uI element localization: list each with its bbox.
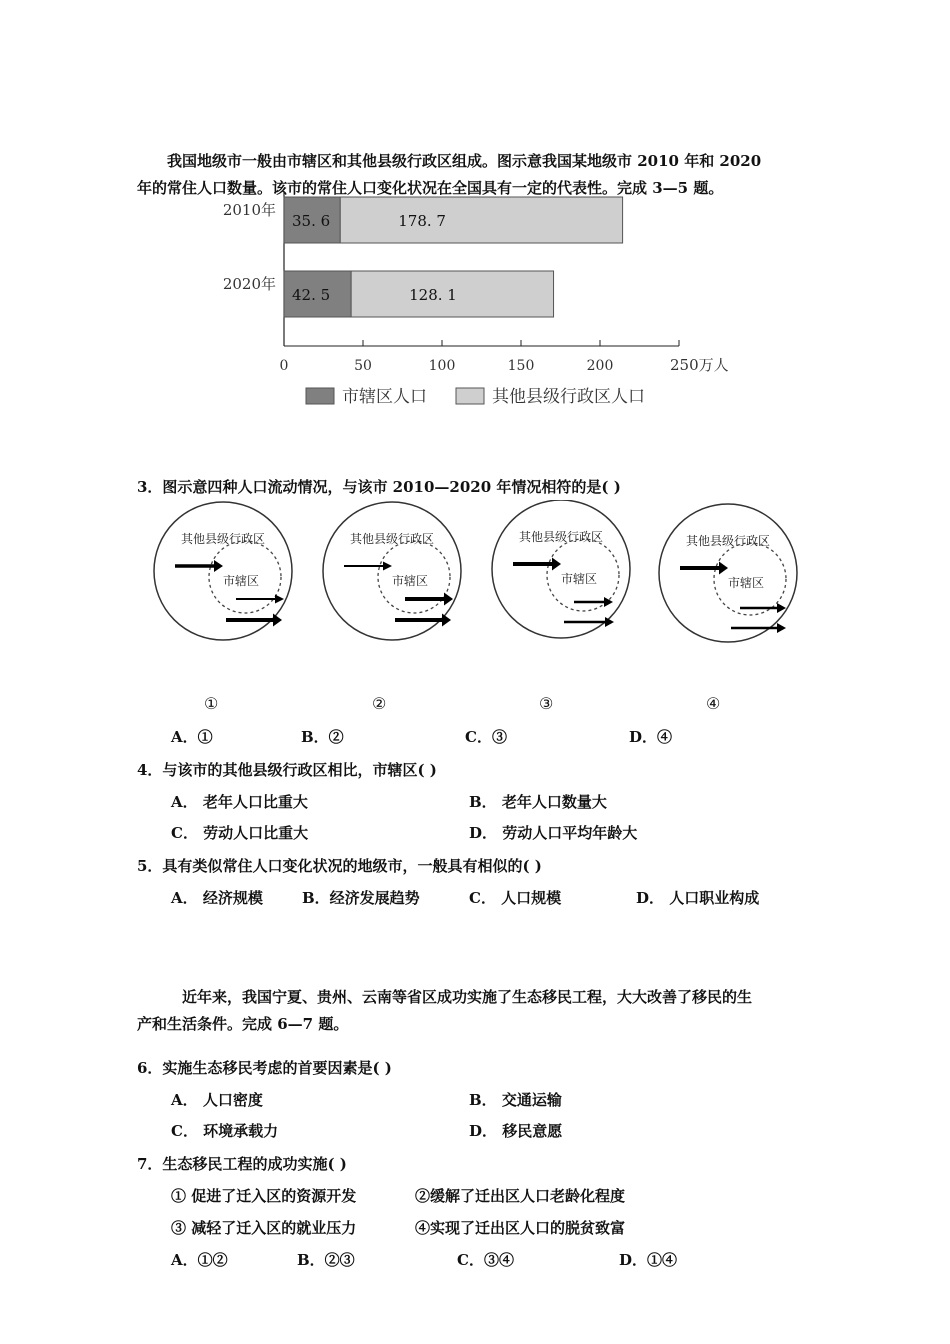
diagram-number-3: ③ [539, 694, 554, 713]
q4-option-c[interactable]: C． 劳动人口比重大 [171, 824, 309, 842]
q7-statement-2: ②缓解了迁出区人口老龄化程度 [415, 1187, 626, 1205]
q5-option-c[interactable]: C． 人口规模 [469, 889, 562, 907]
intro-paragraph-1-line-2: 年的常住人口数量。该市的常住人口变化状况在全国具有一定的代表性。完成 3—5 题。 [137, 179, 724, 197]
q7-option-b[interactable]: B．②③ [297, 1251, 355, 1269]
flow-arrow-head [273, 614, 282, 627]
category-label: 2020年 [222, 275, 276, 293]
q4-option-d[interactable]: D． 劳动人口平均年龄大 [469, 824, 638, 842]
x-tick-label: 150 [507, 358, 535, 374]
q6-option-b[interactable]: B． 交通运输 [469, 1091, 562, 1109]
flow-arrow-head [777, 623, 786, 633]
legend-label: 市辖区人口 [342, 387, 427, 407]
bar-value-label: 35. 6 [292, 212, 331, 230]
flow-arrow-head [275, 595, 284, 604]
bar-value-label: 128. 1 [409, 286, 457, 304]
bar-value-label: 178. 7 [398, 212, 446, 230]
q6-option-a[interactable]: A． 人口密度 [171, 1091, 263, 1109]
intro-paragraph-1-line-1: 我国地级市一般由市辖区和其他县级行政区组成。图示意我国某地级市 2010 年和 2020 [167, 152, 762, 170]
x-tick-label: 200 [586, 358, 614, 374]
diagram-number-2: ② [372, 694, 387, 713]
q4-stem: 4．与该市的其他县级行政区相比，市辖区( ) [137, 761, 437, 779]
q7-option-c[interactable]: C．③④ [457, 1251, 514, 1269]
flow-arrow-head [552, 558, 561, 571]
q5-option-d[interactable]: D． 人口职业构成 [636, 889, 760, 907]
outer-region-label: 其他县级行政区 [349, 532, 435, 546]
q6-option-d[interactable]: D． 移民意愿 [469, 1122, 563, 1140]
legend-swatch [306, 388, 334, 404]
flow-arrow-head [444, 593, 453, 606]
q4-option-a[interactable]: A． 老年人口比重大 [171, 793, 308, 811]
inner-region-label: 市辖区 [391, 574, 429, 588]
category-label: 2010年 [222, 201, 276, 219]
q7-statement-3: ③ 减轻了迁入区的就业压力 [171, 1219, 357, 1237]
inner-region-label: 市辖区 [222, 574, 260, 588]
outer-region-label: 其他县级行政区 [518, 530, 604, 544]
q7-stem: 7．生态移民工程的成功实施( ) [137, 1155, 347, 1173]
q3-option-a[interactable]: A．① [171, 728, 213, 746]
diagram-number-1: ① [204, 694, 219, 713]
flow-arrow-head [604, 597, 613, 607]
q4-option-b[interactable]: B． 老年人口数量大 [469, 793, 607, 811]
x-tick-label: 0 [279, 358, 289, 374]
legend-label: 其他县级行政区人口 [492, 387, 645, 407]
q3-option-c[interactable]: C．③ [465, 728, 507, 746]
intro-paragraph-2-line-2: 产和生活条件。完成 6—7 题。 [137, 1015, 349, 1033]
population-bar-chart [200, 188, 740, 418]
q7-statement-4: ④实现了迁出区人口的脱贫致富 [415, 1219, 626, 1237]
q5-option-a[interactable]: A． 经济规模 [171, 889, 263, 907]
flow-arrow-head [719, 562, 728, 575]
inner-region-label: 市辖区 [727, 576, 765, 590]
chart-svg [200, 188, 740, 418]
bar-value-label: 42. 5 [292, 286, 331, 304]
flow-arrow-head [383, 562, 392, 571]
outer-region-circle [659, 504, 797, 642]
outer-region-label: 其他县级行政区 [180, 532, 266, 546]
flow-diagrams [140, 500, 820, 660]
q6-option-c[interactable]: C． 环境承载力 [171, 1122, 279, 1140]
q6-stem: 6．实施生态移民考虑的首要因素是( ) [137, 1059, 392, 1077]
x-tick-label: 250万人 [670, 356, 729, 374]
q3-option-d[interactable]: D．④ [629, 728, 673, 746]
flow-arrow-head [214, 560, 223, 572]
inner-region-label: 市辖区 [560, 572, 598, 586]
q5-stem: 5．具有类似常住人口变化状况的地级市，一般具有相似的( ) [137, 857, 542, 875]
q5-option-b[interactable]: B．经济发展趋势 [302, 889, 420, 907]
legend-swatch [456, 388, 484, 404]
bar-segment [340, 197, 622, 243]
intro-paragraph-2-line-1: 近年来，我国宁夏、贵州、云南等省区成功实施了生态移民工程，大大改善了移民的生 [182, 988, 753, 1006]
q7-option-d[interactable]: D．①④ [619, 1251, 678, 1269]
x-tick-label: 100 [428, 358, 456, 374]
flow-arrow-head [442, 614, 451, 627]
q3-stem: 3．图示意四种人口流动情况，与该市 2010—2020 年情况相符的是( ) [137, 478, 621, 496]
diagrams-svg [140, 500, 820, 660]
diagram-number-4: ④ [706, 694, 721, 713]
outer-region-label: 其他县级行政区 [685, 534, 771, 548]
outer-region-circle [492, 500, 630, 638]
x-tick-label: 50 [354, 358, 372, 374]
q7-statement-1: ① 促进了迁入区的资源开发 [171, 1187, 357, 1205]
q7-option-a[interactable]: A．①② [171, 1251, 228, 1269]
q3-option-b[interactable]: B．② [301, 728, 344, 746]
